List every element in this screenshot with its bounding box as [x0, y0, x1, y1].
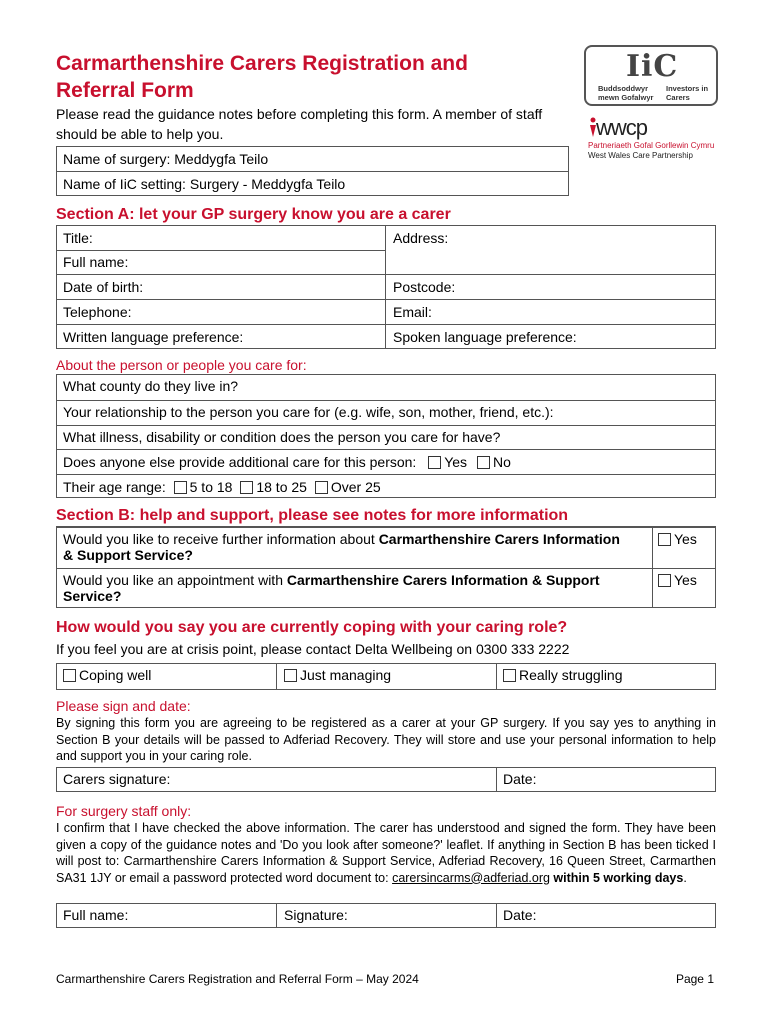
just-managing-checkbox[interactable]	[284, 669, 297, 682]
age-over-25-label: Over 25	[330, 479, 381, 495]
coping-well-option	[63, 667, 151, 683]
additional-care-label: Does anyone else provide additional care for this person:	[63, 454, 417, 470]
iic-logo	[584, 45, 718, 106]
info-yes-label: Yes	[674, 531, 697, 547]
additional-care-no-checkbox[interactable]	[477, 456, 490, 469]
coping-well-checkbox[interactable]	[63, 669, 76, 682]
staff-text	[56, 820, 716, 886]
info-question-text: Would you like to receive further information about	[63, 531, 379, 547]
telephone-field[interactable]: Telephone:	[63, 304, 132, 320]
section-a-heading: Section A: let your GP surgery know you are a carer	[56, 206, 451, 223]
age-range-row	[57, 474, 715, 498]
appointment-yes-option	[658, 572, 697, 588]
info-question	[63, 531, 623, 563]
just-managing-option	[284, 667, 391, 683]
dob-field[interactable]: Date of birth:	[63, 279, 144, 295]
spoken-language-field[interactable]: Spoken language preference:	[393, 329, 577, 345]
sign-text: By signing this form you are agreeing to be registered as a carer at your GP surgery. If you say yes to anything in Section B your details will be passed to Adferiad Recovery. They will store and use your personal information to help and support you in your caring role.	[56, 716, 716, 763]
section-b-table	[56, 526, 716, 608]
coping-divider-1	[276, 664, 277, 689]
really-struggling-option	[503, 667, 623, 683]
additional-care-no-label: No	[492, 454, 511, 470]
county-field[interactable]: What county do they live in?	[63, 378, 239, 394]
staff-email-link[interactable]: carersincarms@adferiad.org	[392, 870, 550, 885]
postcode-field[interactable]: Postcode:	[393, 279, 456, 295]
appointment-yes-label: Yes	[674, 572, 697, 588]
iic-setting-row	[57, 171, 568, 196]
relationship-field[interactable]: Your relationship to the person you care for (e.g. wife, son, mother, friend, etc.):	[63, 404, 554, 420]
info-question-service: Carmarthenshire Carers Information & Support Service?	[63, 531, 620, 563]
staff-table	[56, 903, 716, 928]
language-row	[57, 324, 715, 349]
section-a-table	[56, 225, 716, 349]
staff-divider-1	[276, 904, 277, 927]
additional-care-question	[63, 454, 511, 470]
sign-heading: Please sign and date:	[56, 698, 191, 714]
additional-care-yes-checkbox[interactable]	[428, 456, 441, 469]
relationship-row	[57, 400, 715, 425]
county-row	[57, 375, 715, 400]
coping-heading: How would you say you are currently coping with your caring role?	[56, 619, 568, 636]
coping-well-label: Coping well	[79, 667, 152, 683]
staff-heading: For surgery staff only:	[56, 803, 192, 819]
age-18-25-label: 18 to 25	[256, 479, 307, 495]
wwcp-mark: wwcp	[596, 115, 648, 140]
email-field[interactable]: Email:	[393, 304, 432, 320]
title-field[interactable]: Title:	[63, 230, 93, 246]
appointment-question-service: Carmarthenshire Carers Information & Support Service?	[63, 572, 600, 604]
staff-full-name-field[interactable]: Full name:	[63, 907, 129, 923]
full-name-field[interactable]: Full name:	[63, 254, 129, 270]
appointment-yes-checkbox[interactable]	[658, 574, 671, 587]
just-managing-label: Just managing	[300, 667, 392, 683]
title-name-separator	[57, 250, 385, 251]
address-field[interactable]: Address:	[393, 230, 449, 246]
staff-text-period: .	[683, 870, 687, 885]
age-5-18-label: 5 to 18	[189, 479, 233, 495]
page-title	[56, 50, 556, 104]
surgery-name: Name of surgery: Meddygfa Teilo	[63, 151, 269, 167]
iic-welsh-text: Buddsoddwyr mewn Gofalwyr	[598, 84, 654, 102]
carers-signature-field[interactable]: Carers signature:	[63, 771, 171, 787]
really-struggling-checkbox[interactable]	[503, 669, 516, 682]
coping-divider-2	[496, 664, 497, 689]
staff-deadline: within 5 working days	[549, 870, 684, 885]
sign-date-field[interactable]: Date:	[503, 771, 537, 787]
appointment-question	[63, 572, 623, 604]
really-struggling-label: Really struggling	[519, 667, 623, 683]
age-range-question	[63, 479, 381, 495]
intro-text: Please read the guidance notes before completing this form. A member of staff should be able to help you.	[56, 106, 543, 142]
about-heading: About the person or people you care for:	[56, 357, 307, 373]
contact-row	[57, 299, 715, 324]
surgery-row	[57, 147, 568, 172]
wwcp-welsh-text: Partneriaeth Gofal Gorllewin Cymru	[588, 141, 715, 150]
iic-english-text: Investors in Carers	[666, 84, 709, 102]
iic-setting-name: Name of IiC setting: Surgery - Meddygfa Teilo	[63, 176, 346, 192]
title-line-2: Referral Form	[56, 79, 194, 102]
footer-title: Carmarthenshire Carers Registration and Referral Form – May 2024	[56, 972, 419, 986]
staff-date-field[interactable]: Date:	[503, 907, 537, 923]
additional-care-yes-label: Yes	[444, 454, 468, 470]
additional-care-row	[57, 449, 715, 474]
info-yes-option	[658, 531, 697, 547]
crisis-text: If you feel you are at crisis point, please contact Delta Wellbeing on 0300 333 2222	[56, 641, 570, 657]
section-b-heading: Section B: help and support, please see notes for more information	[56, 507, 569, 524]
age-over-25-checkbox[interactable]	[315, 481, 328, 494]
staff-signature-field[interactable]: Signature:	[284, 907, 348, 923]
age-range-label: Their age range:	[63, 479, 166, 495]
illness-row	[57, 425, 715, 449]
signature-divider	[496, 768, 497, 791]
coping-table	[56, 663, 716, 690]
appointment-question-row	[57, 568, 715, 608]
info-question-row	[57, 527, 715, 568]
iic-mark: IiC	[626, 49, 679, 84]
about-table	[56, 374, 716, 498]
appointment-question-text: Would you like an appointment with	[63, 572, 287, 588]
wwcp-english-text: West Wales Care Partnership	[588, 151, 693, 160]
signature-table	[56, 767, 716, 792]
surgery-box	[56, 146, 569, 196]
info-yes-checkbox[interactable]	[658, 533, 671, 546]
age-18-25-checkbox[interactable]	[240, 481, 253, 494]
written-language-field[interactable]: Written language preference:	[63, 329, 244, 345]
staff-text-body: I confirm that I have checked the above information. The carer has understood and signed the form. They have been given a copy of the guidance notes and 'Do you look after someone?' leaflet. If anything in Section B has been ticked I will post to: Carmarthenshire Carers Information & Support Service, Adferiad Recovery, 16 Queen Street, Carmarthen SA31 1JY or email a password protected word document to:	[56, 821, 716, 885]
dob-row	[57, 274, 715, 299]
staff-divider-2	[496, 904, 497, 927]
illness-field[interactable]: What illness, disability or condition does the person you care for have?	[63, 429, 501, 445]
page-number: Page 1	[675, 972, 714, 986]
title-line-1: Carmarthenshire Carers Registration and	[56, 52, 468, 75]
age-5-18-checkbox[interactable]	[174, 481, 187, 494]
wwcp-logo	[588, 115, 728, 167]
